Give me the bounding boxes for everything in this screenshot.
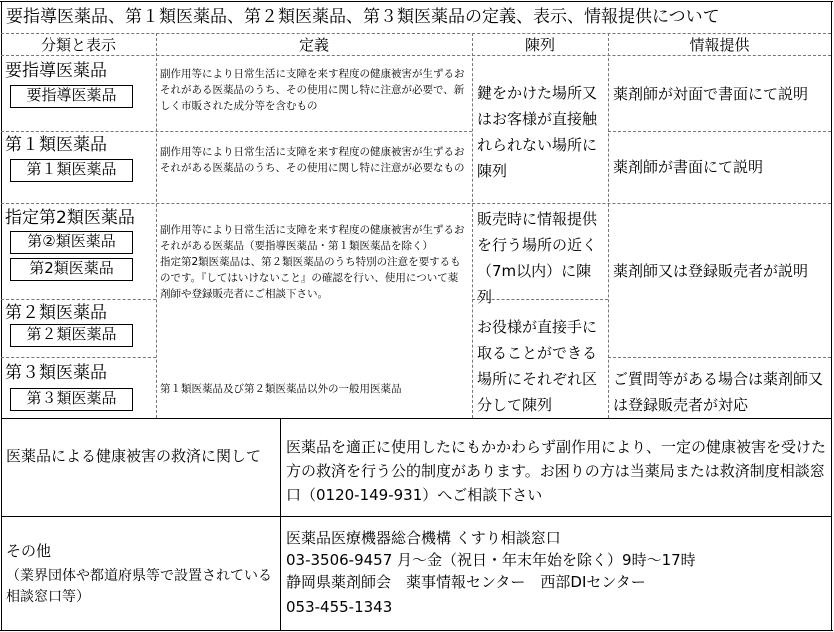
border-left bbox=[1, 1, 2, 631]
contact-org-1: 医薬品医療機器総合機構 くすり相談窓口 bbox=[286, 529, 561, 547]
contact-phone-2: 053-455-1343 bbox=[286, 598, 393, 616]
header-category: 分類と表示 bbox=[40, 36, 116, 54]
category-label: 要指導医薬品 bbox=[5, 61, 107, 81]
display-near: 販売時に情報提供を行う場所の近く（7m以内）に陳列 bbox=[477, 210, 598, 306]
header-display: 陳列 bbox=[524, 36, 555, 54]
info-text: 薬剤師又は登録販売者が説明 bbox=[613, 262, 809, 280]
relief-text: 医薬品を適正に使用したにもかかわらず副作用により、一定の健康被害を受けた方の救済を行う公的制度があります。お困りの方は当薬局または救済制度相談窓口（0120-149-931）へご相談下さい bbox=[286, 438, 827, 504]
category-label: 第３類医薬品 bbox=[5, 363, 107, 383]
info-text: 薬剤師が対面で書面にて説明 bbox=[613, 85, 809, 103]
col-divider-2 bbox=[472, 33, 473, 418]
category-badge: 第②類医薬品 bbox=[10, 231, 133, 254]
row-divider-3 bbox=[1, 299, 156, 300]
contact-phone-1: 03-3506-9457 月～金（祝日・年末年始を除く）9時～17時 bbox=[286, 551, 696, 569]
category-label: 第２類医薬品 bbox=[5, 303, 107, 323]
row-divider-1 bbox=[1, 131, 472, 132]
info-text: ご質問等がある場合は薬剤師又は登録販売者が対応 bbox=[613, 370, 824, 414]
category-badge: 要指導医薬品 bbox=[10, 85, 133, 108]
section-col-divider bbox=[280, 418, 281, 630]
definition-text: 副作用等により日常生活に支障を来す程度の健康被害が生ずるおそれがある医薬品のうち、その使用に関し特に注意が必要で、新しく市販された成分等を含むもの bbox=[160, 68, 465, 112]
section-divider bbox=[1, 516, 831, 517]
display-open: お役様が直接手に取ることができる場所にそれぞれ区分して陳列 bbox=[477, 318, 598, 414]
title-divider bbox=[1, 33, 831, 34]
border-right bbox=[831, 1, 832, 631]
header-divider bbox=[1, 55, 831, 56]
category-badge: 第３類医薬品 bbox=[10, 388, 133, 411]
border-top bbox=[0, 1, 833, 2]
other-sublabel: （業界団体や都道府県等で設置されている相談窓口等） bbox=[6, 568, 272, 605]
border-bottom bbox=[0, 630, 833, 631]
category-label: 指定第2類医薬品 bbox=[5, 208, 135, 228]
category-badge: 第２類医薬品 bbox=[10, 324, 133, 347]
col-divider-3 bbox=[608, 33, 609, 418]
row-divider-1b bbox=[608, 131, 831, 132]
row-divider-4b bbox=[608, 357, 831, 358]
category-badge-secondary: 第2類医薬品 bbox=[10, 258, 133, 281]
info-text: 薬剤師が書面にて説明 bbox=[613, 158, 764, 176]
category-label: 第１類医薬品 bbox=[5, 135, 107, 155]
page-title: 要指導医薬品、第１類医薬品、第２類医薬品、第３類医薬品の定義、表示、情報提供について bbox=[6, 7, 720, 27]
header-info: 情報提供 bbox=[689, 36, 750, 54]
table-bottom bbox=[1, 418, 831, 419]
contact-org-2: 静岡県薬剤師会 薬事情報センター 西部DIセンター bbox=[286, 573, 646, 591]
definition-text: 第１類医薬品及び第２類医薬品以外の一般用医薬品 bbox=[160, 383, 402, 395]
relief-label: 医薬品による健康被害の救済に関して bbox=[6, 447, 262, 465]
display-locked: 鍵をかけた場所又はお客様が直接触れられない場所に陳列 bbox=[477, 84, 598, 180]
definition-text-shared: 副作用等により日常生活に支障を来す程度の健康被害が生ずるおそれがある医薬品（要指導医薬品・第１類医薬品を除く） 指定第2類医薬品は、第２類医薬品のうち特別の注意を要するものです。『してはいけないこと』の確認を行い、使用について薬剤師や登録販売者にご相談下さい。 bbox=[160, 224, 465, 300]
category-badge: 第１類医薬品 bbox=[10, 159, 133, 182]
header-definition: 定義 bbox=[298, 36, 329, 54]
row-divider-4 bbox=[1, 357, 156, 358]
row-divider-2 bbox=[1, 203, 831, 204]
definition-text: 副作用等により日常生活に支障を来す程度の健康被害が生ずるおそれがある医薬品のうち、その使用に関し特に注意が必要なもの bbox=[160, 146, 465, 174]
col-divider-1 bbox=[156, 33, 157, 418]
other-label: その他 bbox=[6, 542, 52, 560]
